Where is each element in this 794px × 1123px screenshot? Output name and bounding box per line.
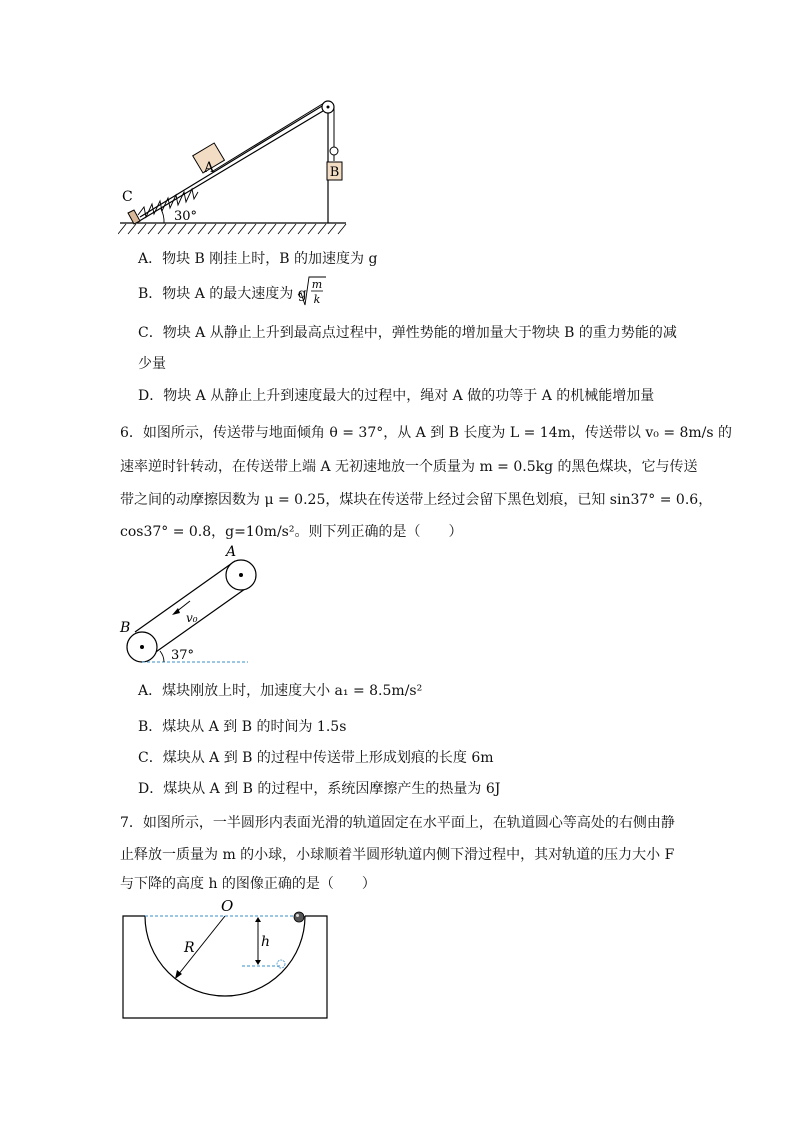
- label-A: A: [204, 160, 215, 176]
- q5-option-b-text: B．物块 A 的最大速度为 g: [138, 286, 307, 302]
- q6-line1: 6．如图所示，传送带与地面倾角 θ = 37°，从 A 到 B 长度为 L = 14m，传送带以 v₀ = 8m/s 的: [120, 425, 733, 441]
- figure-semicircle-track: [118, 896, 332, 1024]
- conveyor-label-B: B: [120, 620, 131, 636]
- q5-option-c-line2: 少量: [138, 356, 166, 372]
- q6-option-c: C．煤块从 A 到 B 的过程中传送带上形成划痕的长度 6m: [138, 750, 494, 766]
- label-B: B: [329, 165, 340, 180]
- q6-option-a: A．煤块刚放上时，加速度大小 a₁ = 8.5m/s²: [138, 683, 423, 699]
- q5-option-d: D．物块 A 从静止上升到速度最大的过程中，绳对 A 做的功等于 A 的机械能增加量: [138, 388, 655, 404]
- label-h: h: [261, 934, 271, 950]
- q5-option-a: A．物块 B 刚挂上时，B 的加速度为 g: [138, 251, 378, 267]
- conveyor-label-v0: v₀: [186, 611, 198, 625]
- q7-line3: 与下降的高度 h 的图像正确的是（ ）: [120, 876, 376, 892]
- label-30deg: 30°: [174, 209, 198, 224]
- figure-incline-pulley: [118, 95, 358, 240]
- frac-num: m: [311, 278, 323, 291]
- q7-line2: 止释放一质量为 m 的小球，小球顺着半圆形轨道内侧下滑过程中，其对轨道的压力大小 F: [120, 847, 675, 863]
- label-R: R: [184, 940, 195, 956]
- label-C: C: [122, 189, 133, 205]
- q6-line2: 速率逆时针转动，在传送带上端 A 无初速地放一个质量为 m = 0.5kg 的黑色煤块，它与传送: [120, 459, 698, 475]
- q6-line3: 带之间的动摩擦因数为 μ = 0.25，煤块在传送带上经过会留下黑色划痕，已知 sin37° = 0.6，: [120, 492, 713, 508]
- conveyor-angle: 37°: [171, 648, 195, 663]
- q5-option-b: [138, 278, 323, 306]
- q7-line1: 7．如图所示，一半圆形内表面光滑的轨道固定在水平面上，在轨道圆心等高处的右侧由静: [120, 815, 675, 831]
- figure-conveyor: [116, 540, 266, 670]
- q6-option-b: B．煤块从 A 到 B 的时间为 1.5s: [138, 719, 347, 735]
- label-O: O: [221, 897, 234, 915]
- conveyor-label-A: A: [226, 544, 237, 560]
- sqrt-fraction: [296, 275, 326, 307]
- q5-option-c-line1: C．物块 A 从静止上升到最高点过程中，弹性势能的增加量大于物块 B 的重力势能的减: [138, 325, 677, 341]
- frac-den: k: [313, 293, 321, 306]
- q6-line4: cos37° = 0.8，g=10m/s²。则下列正确的是（ ）: [120, 524, 463, 540]
- q6-option-d: D．煤块从 A 到 B 的过程中，系统因摩擦产生的热量为 6J: [138, 781, 501, 797]
